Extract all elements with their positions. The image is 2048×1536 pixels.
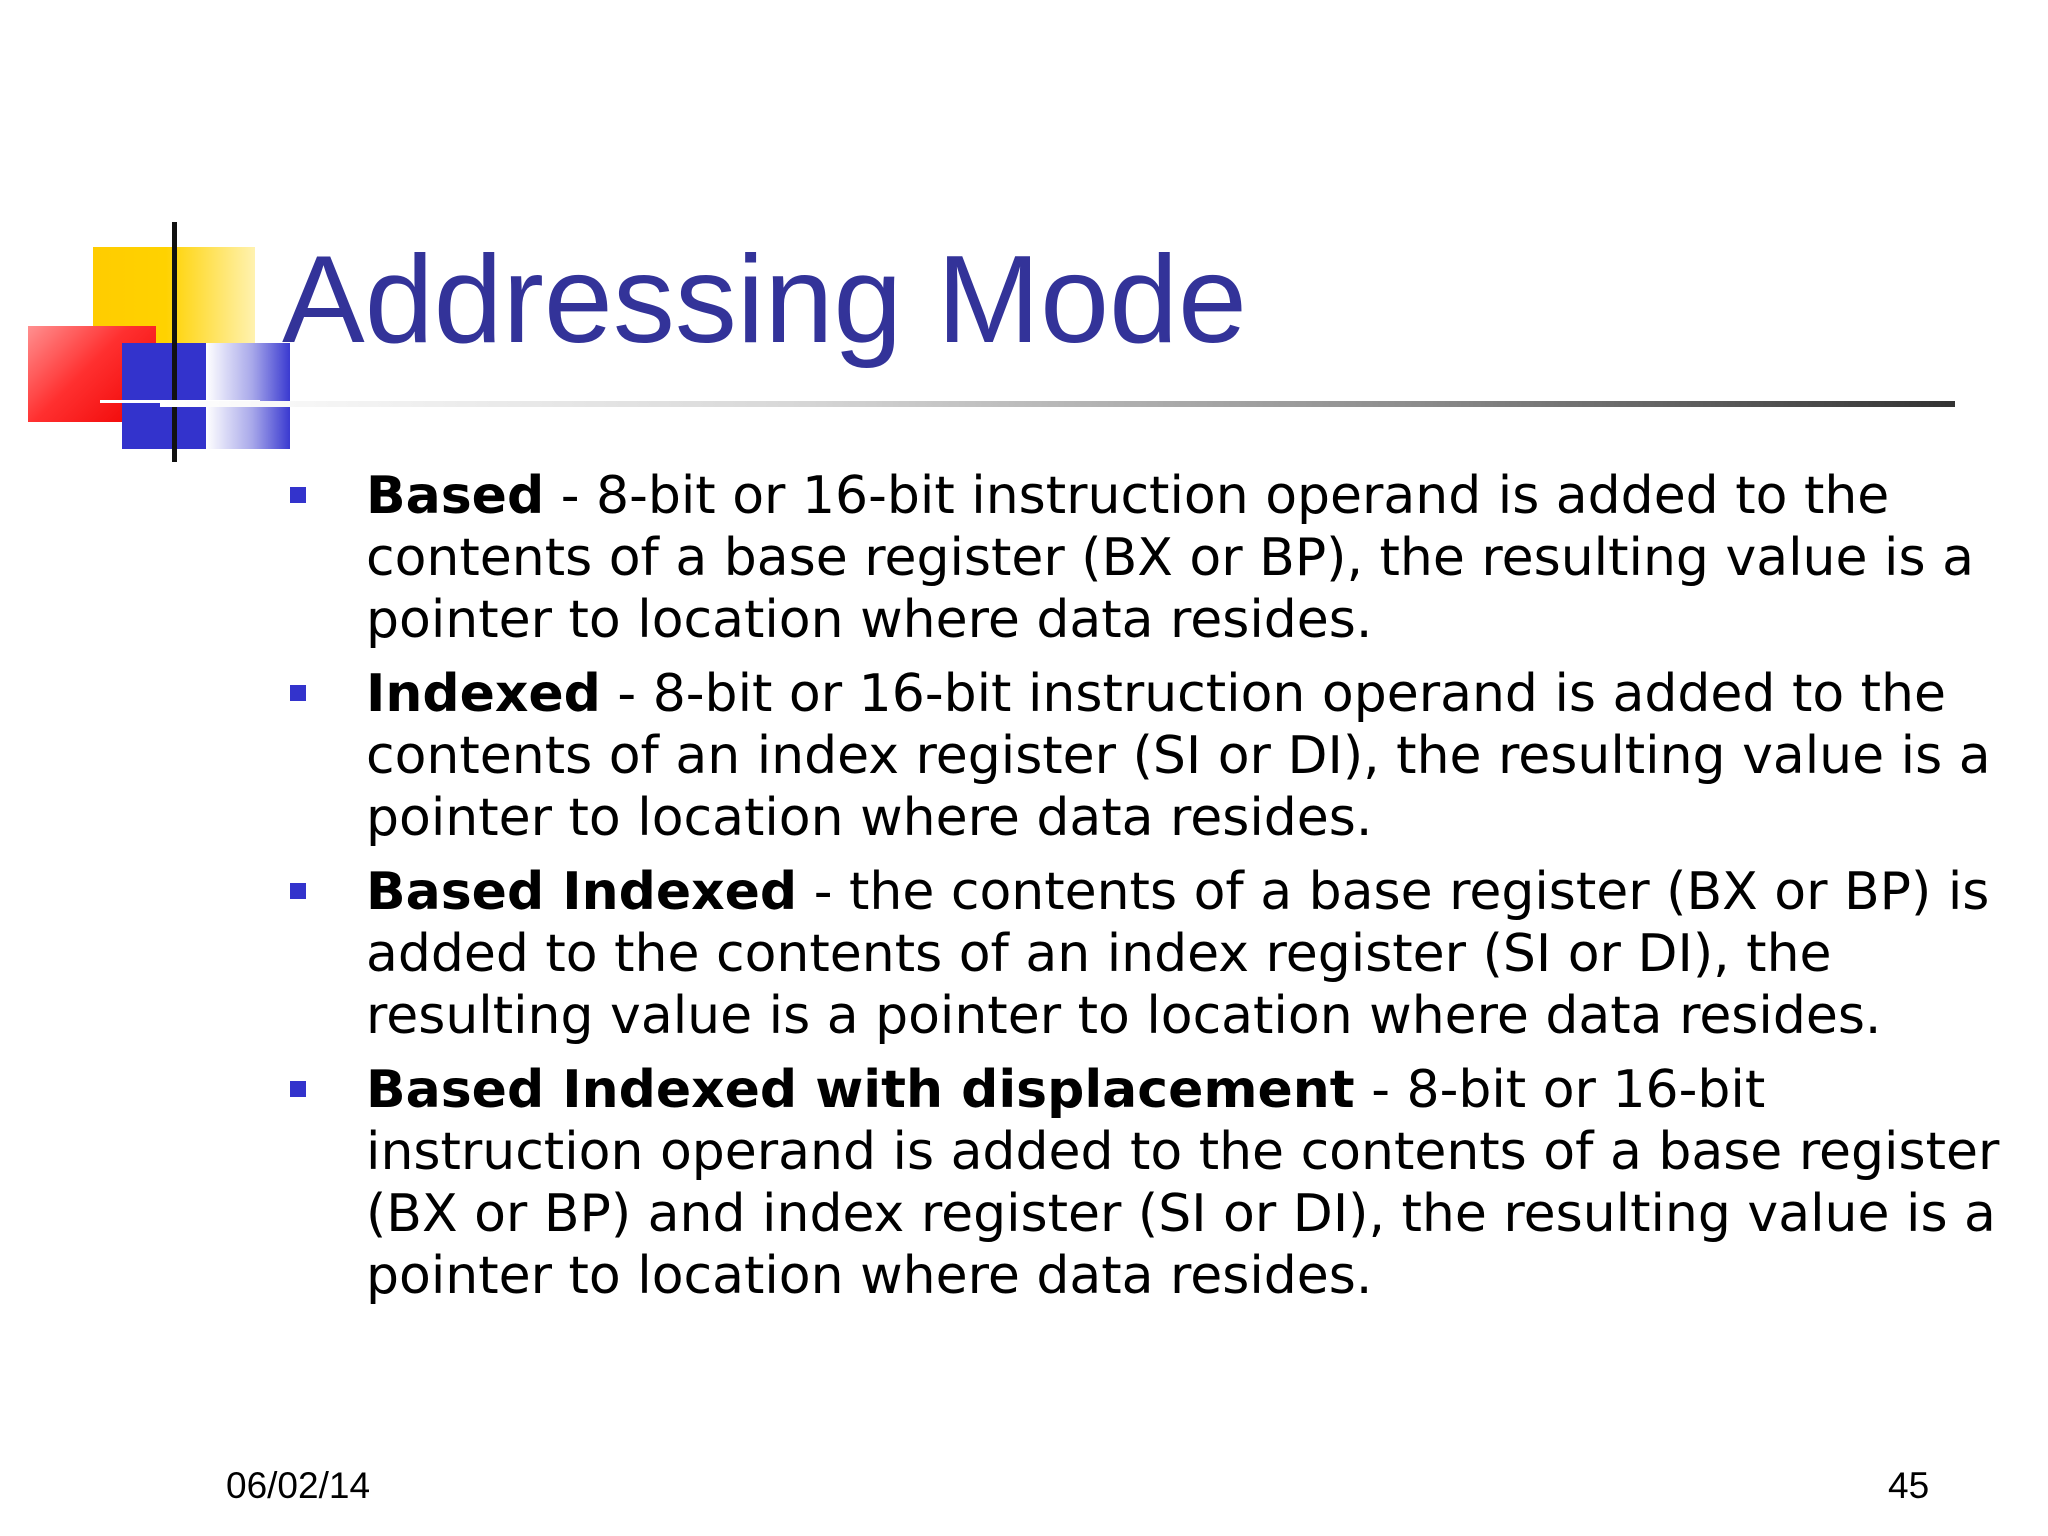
slide-title: Addressing Mode — [282, 231, 1247, 369]
vertical-line-decoration — [172, 222, 177, 462]
bullet-item-based — [288, 465, 2008, 651]
square-bullet-icon — [290, 685, 306, 701]
bullet-term: Based — [366, 466, 545, 526]
blue-square-decoration — [122, 343, 206, 449]
blue-gradient-square-decoration — [206, 343, 290, 449]
footer-date: 06/02/14 — [226, 1465, 371, 1506]
bullet-item-based-indexed-displacement — [288, 1059, 2008, 1307]
slide-number: 45 — [1888, 1465, 1930, 1506]
bullet-term: Based Indexed — [366, 862, 798, 922]
square-bullet-icon — [290, 487, 306, 503]
bullet-term: Indexed — [366, 664, 601, 724]
bullet-text: - the contents of a base register (BX or BP) is added to the contents of an index register (SI or DI), the resulting value is a pointer to location where data resides. — [366, 862, 1990, 1046]
bullet-item-based-indexed — [288, 861, 2008, 1047]
bullet-text: - 8-bit or 16-bit instruction operand is added to the contents of an index register (SI or DI), the resulting value is a pointer to location where data resides. — [366, 664, 1991, 848]
square-bullet-icon — [290, 883, 306, 899]
bullet-list — [288, 465, 2008, 1319]
bullet-term: Based Indexed with displacement — [366, 1060, 1355, 1120]
square-bullet-icon — [290, 1081, 306, 1097]
bullet-text: - 8-bit or 16-bit instruction operand is added to the contents of a base register (BX or BP) and index register (SI or DI), the resulting value is a pointer to location where data resides. — [366, 1060, 2000, 1306]
bullet-item-indexed — [288, 663, 2008, 849]
title-underline-rule — [160, 401, 1955, 407]
bullet-text: - 8-bit or 16-bit instruction operand is added to the contents of a base register (BX or BP), the resulting value is a pointer to location where data resides. — [366, 466, 1974, 650]
